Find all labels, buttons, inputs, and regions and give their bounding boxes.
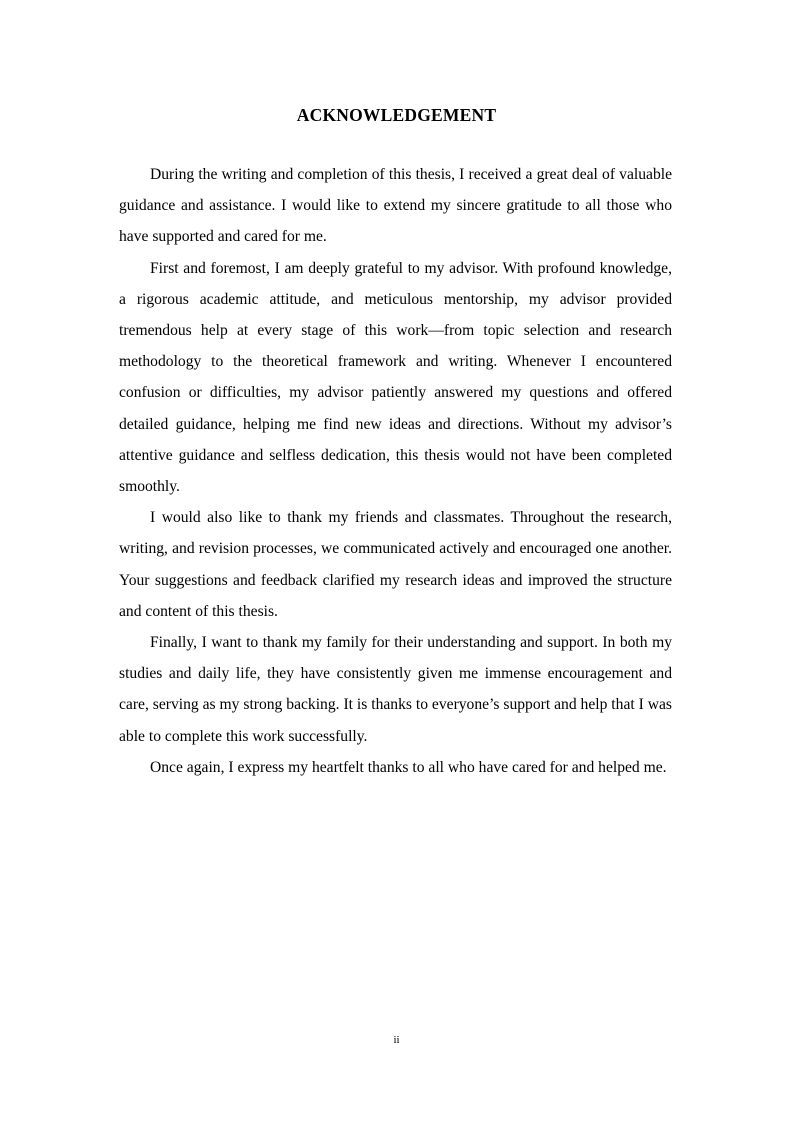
page-number: ii	[393, 1034, 400, 1046]
page-title: ACKNOWLEDGEMENT	[296, 105, 497, 125]
acknowledgement-body	[119, 159, 672, 783]
paragraph-intro: During the writing and completion of this thesis, I received a great deal of valuable guidance and assistance. I would like to extend my sincere gratitude to all those who have supported and cared for me.	[119, 166, 672, 246]
paragraph-advisor: First and foremost, I am deeply grateful to my advisor. With profound knowledge, a rigorous academic attitude, and meticulous mentorship, my advisor provided tremendous help at every stage of this work—from topic selection and research methodology to the theoretical framework and writing. Whenever I encountered confusion or difficulties, my advisor patiently answered my questions and offered detailed guidance, helping me find new ideas and directions. Without my advisor’s attentive guidance and selfless dedication, this thesis would not have been completed smoothly.	[119, 259, 672, 496]
paragraph-family: Finally, I want to thank my family for their understanding and support. In both my studies and daily life, they have consistently given me immense encouragement and care, serving as my strong backing. It is thanks to everyone’s support and help that I was able to complete this work successfully.	[119, 634, 672, 745]
paragraph-friends: I would also like to thank my friends and classmates. Throughout the research, writing, and revision processes, we communicated actively and encouraged one another. Your suggestions and feedback clarified my research ideas and improved the structure and content of this thesis.	[119, 509, 672, 620]
paragraph-closing: Once again, I express my heartfelt thanks to all who have cared for and helped me.	[150, 758, 667, 776]
